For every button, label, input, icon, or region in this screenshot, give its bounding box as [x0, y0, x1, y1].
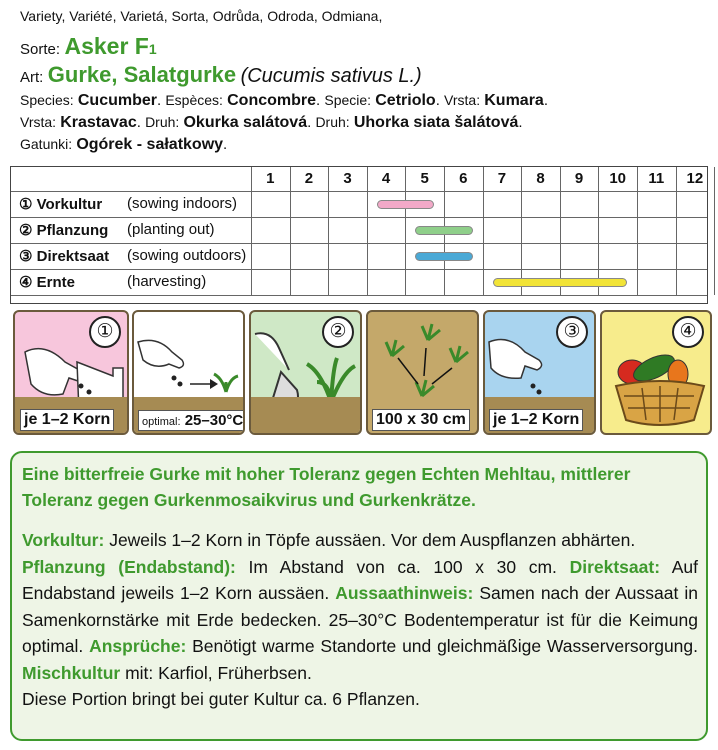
species-label: Espèces:	[165, 92, 223, 108]
species-value: Cetriolo	[375, 92, 436, 109]
species-value: Ogórek - sałatkowy	[76, 136, 224, 153]
month-8: 8	[536, 170, 545, 187]
step-number: ③	[556, 316, 588, 348]
term-ansprueche: Ansprüche:	[89, 636, 187, 656]
term-aussaathinweis: Aussaathinweis:	[335, 583, 474, 603]
step-number: ④	[672, 316, 704, 348]
grid-line	[11, 243, 707, 244]
term-vorkultur: Vorkultur:	[22, 530, 105, 550]
grid-line	[11, 295, 707, 296]
calendar-bar-pflanzung	[415, 226, 472, 235]
month-5: 5	[420, 170, 429, 187]
grid-line	[251, 167, 252, 295]
grid-line	[11, 269, 707, 270]
sorte-line	[20, 33, 157, 60]
grid-line	[598, 167, 599, 295]
pictogram-planting-out	[249, 310, 362, 435]
portion-text: Diese Portion bringt bei guter Kultur ca. 6 Pflanzen.	[22, 689, 420, 709]
calendar-row-english: (harvesting)	[127, 273, 207, 290]
calendar-row-label	[19, 247, 247, 265]
grid-line	[328, 167, 329, 295]
species-line-2: Vrsta: Krastavac. Druh: Okurka salátová. Druh: Uhorka siata šalátová.	[20, 114, 523, 131]
grid-line	[483, 167, 484, 295]
calendar-row-label	[19, 273, 207, 291]
art-line	[20, 62, 422, 88]
species-value: Krastavac	[60, 114, 137, 131]
calendar-row-name: ③ Direktsaat	[19, 248, 110, 265]
pictogram-temperature	[132, 310, 245, 435]
pictogram-sowing-indoors	[13, 310, 129, 435]
month-6: 6	[459, 170, 468, 187]
temperature-value: 25–30°C	[184, 412, 244, 429]
description-body	[22, 527, 698, 713]
grid-line	[714, 167, 715, 295]
sowing-calendar	[10, 166, 708, 304]
calendar-row-name: ② Pflanzung	[19, 222, 109, 239]
month-1: 1	[266, 170, 275, 187]
term-mischkultur: Mischkultur	[22, 662, 121, 683]
calendar-bar-vorkultur	[377, 200, 434, 209]
calendar-row-name: ① Vorkultur	[19, 196, 103, 213]
species-line-1: Species: Cucumber. Espèces: Concombre. Specie: Cetriolo. Vrsta: Kumara.	[20, 92, 548, 109]
calendar-row-english: (sowing indoors)	[127, 195, 238, 212]
step-number: ②	[322, 316, 354, 348]
month-3: 3	[343, 170, 352, 187]
sorte-sub: 1	[148, 41, 157, 57]
spacing-label: 100 x 30 cm	[372, 409, 470, 431]
text-ansprueche: Benötigt warme Standorte und gleichmäßige Wasserversorgung.	[186, 636, 699, 656]
grid-line	[367, 167, 368, 295]
term-direktsaat: Direktsaat:	[569, 556, 661, 577]
species-label: Species:	[20, 92, 74, 108]
species-value: Cucumber	[77, 92, 157, 109]
sorte-value: Asker F	[64, 33, 149, 59]
calendar-row-label	[19, 195, 238, 213]
month-11: 11	[648, 170, 665, 187]
month-4: 4	[381, 170, 391, 187]
month-12: 12	[686, 170, 704, 187]
species-label: Vrsta:	[20, 114, 57, 130]
grid-line	[521, 167, 522, 295]
species-value: Kumara	[484, 92, 544, 109]
pictogram-spacing	[366, 310, 479, 435]
calendar-row-english: (planting out)	[127, 221, 215, 238]
species-label: Vrsta:	[444, 92, 481, 108]
text-vorkultur: Jeweils 1–2 Korn in Töpfe aussäen. Vor dem Auspflanzen abhärten.	[104, 530, 636, 550]
species-value: Concombre	[227, 92, 317, 109]
soil-strip	[251, 397, 360, 433]
art-value: Gurke, Salatgurke	[47, 62, 237, 87]
text-mischkultur: mit: Karfiol, Früherbsen.	[120, 662, 312, 683]
species-value: Okurka salátová	[183, 114, 308, 131]
grid-line	[560, 167, 561, 295]
month-7: 7	[497, 170, 507, 187]
optimal-label: optimal:	[142, 416, 181, 428]
grid-line	[290, 167, 291, 295]
species-value: Uhorka siata šalátová	[353, 114, 519, 131]
calendar-row-english: (sowing outdoors)	[127, 247, 247, 264]
month-10: 10	[609, 170, 627, 187]
grid-line	[11, 217, 707, 218]
grid-line	[405, 167, 406, 295]
variety-label: Variety, Variété, Varietá, Sorta, Odrůda, Odroda, Odmiana,	[20, 8, 383, 24]
grid-line	[637, 167, 638, 295]
description-panel	[10, 451, 708, 741]
sorte-label: Sorte:	[20, 41, 61, 58]
pictogram-harvest	[600, 310, 712, 435]
species-label: Gatunki:	[20, 136, 73, 152]
month-2: 2	[304, 170, 314, 187]
temperature-label	[138, 410, 245, 431]
species-label: Druh:	[145, 114, 180, 130]
description-headline: Eine bitterfreie Gurke mit hoher Toleranz gegen Echten Mehltau, mittlerer Toleranz gegen Gurkenmosaikvirus und Gurkenkrätze.	[22, 464, 631, 510]
art-latin: (Cucumis sativus L.)	[240, 65, 422, 87]
species-label: Specie:	[324, 92, 372, 108]
month-9: 9	[574, 170, 584, 187]
calendar-row-name: ④ Ernte	[19, 274, 75, 291]
term-pflanzung: Pflanzung (Endabstand):	[22, 556, 236, 577]
text-pflanzung: Im Abstand von ca. 100 x 30 cm.	[235, 556, 570, 577]
calendar-row-label	[19, 221, 215, 239]
art-label: Art:	[20, 69, 44, 86]
calendar-bar-ernte	[493, 278, 627, 287]
grid-line	[11, 191, 707, 192]
species-label: Druh:	[315, 114, 350, 130]
calendar-bar-direktsaat	[415, 252, 472, 261]
seed-count-label: je 1–2 Korn	[20, 409, 114, 431]
text-aussaathinweis: Samen nach der Aussaat in Samenkornstärke mit Erde bedecken. 25–30°C Bodentemperatur ist für die Keimung optimal.	[22, 583, 698, 656]
grid-line	[676, 167, 677, 295]
text-direktsaat: Auf Endabstand jeweils 1–2 Korn aussäen.	[22, 556, 698, 603]
pictogram-direct-sowing	[483, 310, 596, 435]
seed-count-label: je 1–2 Korn	[489, 409, 583, 431]
species-line-3: Gatunki: Ogórek - sałatkowy.	[20, 136, 228, 153]
step-number: ①	[89, 316, 121, 348]
